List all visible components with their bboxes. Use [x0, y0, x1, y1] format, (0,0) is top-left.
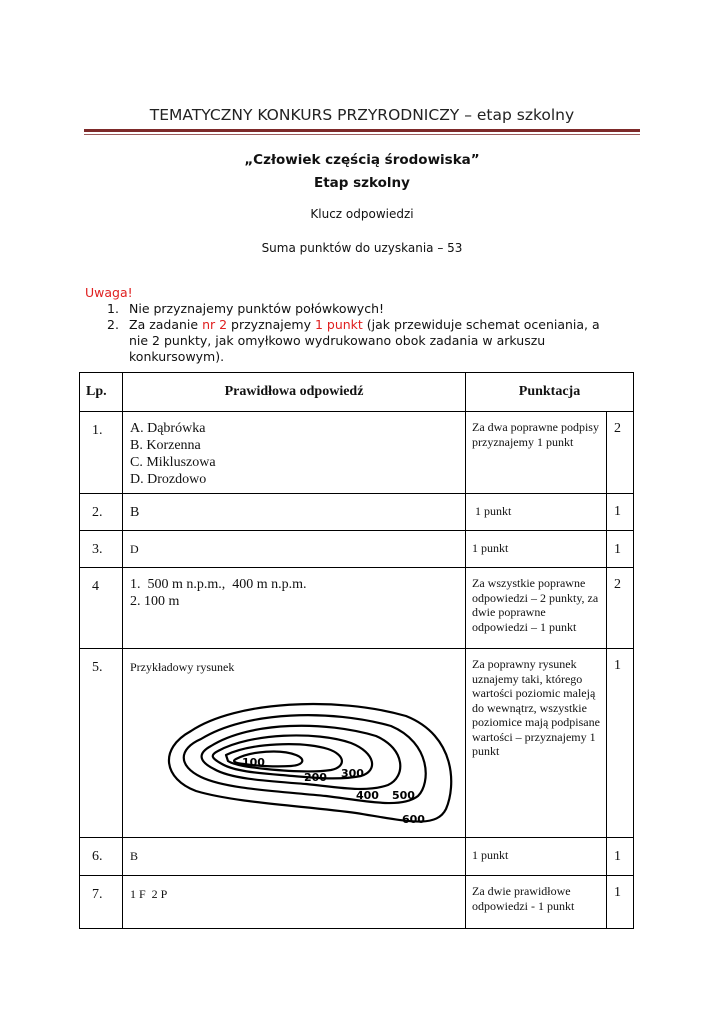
header-lp: Lp. [80, 373, 123, 412]
table-header-row [80, 373, 634, 412]
document-header-title: TEMATYCZNY KONKURS PRZYRODNICZY – etap szkolny [149, 106, 575, 124]
header-answer: Prawidłowa odpowiedź [123, 373, 466, 412]
row-5-points: 1 [614, 658, 621, 673]
table-row [80, 838, 634, 876]
contour-label-400: 400 [356, 789, 379, 802]
table-row [80, 568, 634, 649]
note-item-2-task-number: nr 2 [202, 317, 228, 332]
contour-map-drawing [156, 691, 456, 831]
note-item-2-post: (jak przewiduje schemat oceniania, a nie 2 punkty, jak omyłkowo wydrukowano obok zadania w arkuszu konkursowym). [129, 317, 600, 364]
contour-label-600: 600 [402, 813, 425, 826]
note-item-2-text [129, 317, 619, 365]
header-score: Punktacja [466, 373, 634, 412]
contour-line-500 [184, 715, 426, 803]
row-1-lp: 1. [92, 423, 103, 438]
note-title: Uwaga! [85, 285, 133, 300]
answer-key-label: Klucz odpowiedzi [310, 207, 414, 221]
note-list [107, 301, 619, 365]
contour-label-200: 200 [304, 771, 327, 784]
row-1-answer-line: B. Korzenna [130, 438, 201, 453]
row-1-score-description: Za dwa poprawne podpisy przyznajemy 1 punkt [472, 420, 599, 449]
row-1-answer-line: C. Mikluszowa [130, 455, 216, 470]
table-row [80, 412, 634, 494]
row-6-score-description: 1 punkt [472, 848, 509, 862]
contest-subtitle: „Człowiek częścią środowiska” [244, 152, 480, 168]
row-6-points: 1 [614, 849, 621, 864]
note-item-1-number: 1. [107, 301, 119, 316]
answer-key-table [79, 372, 634, 929]
note-item-2-number: 2. [107, 317, 119, 332]
row-4-score-description: Za wszystkie poprawne odpowiedzi – 2 punkty, za dwie poprawne odpowiedzi – 1 punkt [472, 576, 599, 634]
contour-line-600 [169, 704, 451, 822]
stage-label: Etap szkolny [314, 175, 410, 191]
row-1-answer [123, 412, 465, 488]
points-total: Suma punktów do uzyskania – 53 [261, 241, 463, 255]
row-3-points: 1 [614, 542, 621, 557]
table-row [80, 531, 634, 568]
row-6-answer: B [130, 849, 139, 863]
row-4-answer-line: 1. 500 m n.p.m., 400 m n.p.m. [130, 577, 307, 592]
row-4-answer-line: 2. 100 m [130, 594, 180, 609]
row-6-lp: 6. [92, 849, 103, 864]
row-4-answer [123, 568, 465, 610]
note-item-2-pre: Za zadanie [129, 317, 203, 332]
note-item-2-mid: przyznajemy [227, 317, 315, 332]
row-4-points: 2 [614, 577, 621, 592]
contour-label-300: 300 [341, 767, 364, 780]
row-3-answer: D [130, 542, 139, 556]
row-3-score-description: 1 punkt [472, 541, 509, 555]
row-1-answer-line: A. Dąbrówka [130, 421, 206, 436]
note-item-2-points: 1 punkt [314, 317, 363, 332]
row-7-answer: 1 F 2 P [130, 887, 168, 901]
row-2-lp: 2. [92, 505, 103, 520]
contour-label-500: 500 [392, 789, 415, 802]
row-7-score-description: Za dwie prawidłowe odpowiedzi - 1 punkt [472, 884, 575, 913]
row-2-answer: B [130, 505, 140, 520]
note-item-1 [107, 301, 619, 317]
header-rule-thick [84, 129, 640, 132]
note-item-1-text: Nie przyznajemy punktów połówkowych! [129, 301, 385, 316]
table-row [80, 649, 634, 838]
row-1-points: 2 [614, 421, 621, 436]
row-5-score-description: Za poprawny rysunek uznajemy taki, którego wartości poziomic maleją do wewnątrz, wszystkie poziomice mają podpisane wartości – przyznajemy 1 punkt [472, 657, 600, 758]
table-row [80, 494, 634, 531]
row-7-points: 1 [614, 885, 621, 900]
row-4-lp: 4 [92, 579, 99, 594]
table-row [80, 876, 634, 929]
row-3-lp: 3. [92, 542, 103, 557]
contour-label-100: 100 [242, 756, 265, 769]
row-2-points: 1 [614, 504, 621, 519]
row-1-answer-line: D. Drozdowo [130, 472, 207, 487]
row-7-lp: 7. [92, 887, 103, 902]
row-5-answer: Przykładowy rysunek [130, 660, 235, 674]
row-2-score-description: 1 punkt [472, 504, 512, 518]
note-item-2 [107, 317, 619, 365]
row-5-lp: 5. [92, 660, 103, 675]
header-rule-thin [84, 134, 640, 135]
